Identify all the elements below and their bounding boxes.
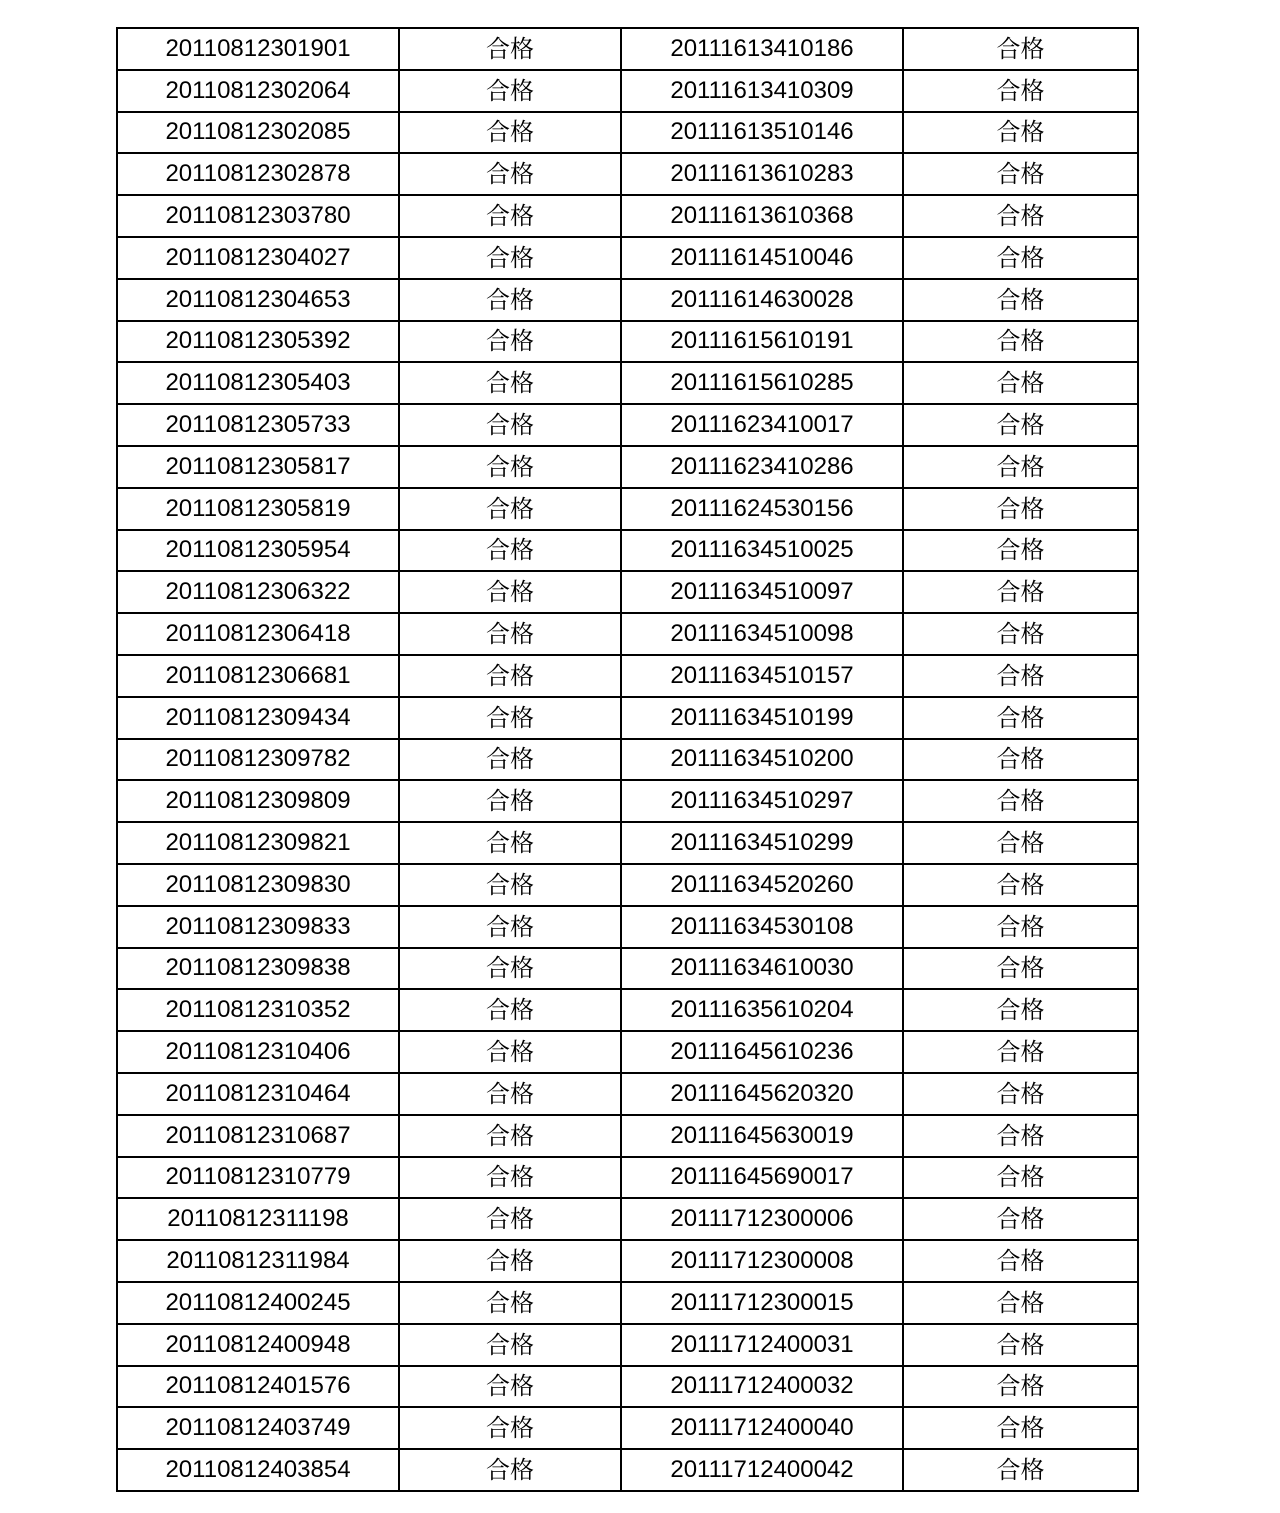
result-status-cell: 合格 (903, 70, 1138, 112)
result-status-cell: 合格 (399, 530, 621, 572)
result-status-cell: 合格 (903, 1449, 1138, 1491)
table-row (117, 362, 1138, 404)
result-status-cell: 合格 (903, 530, 1138, 572)
candidate-id-cell: 20110812310406 (117, 1031, 399, 1073)
candidate-id-cell: 20111712300015 (621, 1282, 903, 1324)
result-status-cell: 合格 (399, 1198, 621, 1240)
candidate-id-cell: 20110812305954 (117, 530, 399, 572)
table-row (117, 153, 1138, 195)
result-status-cell: 合格 (399, 1073, 621, 1115)
result-status-cell: 合格 (903, 655, 1138, 697)
candidate-id-cell: 20110812403854 (117, 1449, 399, 1491)
table-row (117, 70, 1138, 112)
candidate-id-cell: 20111613610283 (621, 153, 903, 195)
candidate-id-cell: 20110812310687 (117, 1115, 399, 1157)
candidate-id-cell: 20111613410186 (621, 28, 903, 70)
result-status-cell: 合格 (399, 1115, 621, 1157)
table-row (117, 446, 1138, 488)
result-status-cell: 合格 (399, 112, 621, 154)
result-status-cell: 合格 (399, 906, 621, 948)
table-row (117, 1198, 1138, 1240)
result-status-cell: 合格 (903, 780, 1138, 822)
result-status-cell: 合格 (903, 906, 1138, 948)
candidate-id-cell: 20110812403749 (117, 1407, 399, 1449)
candidate-id-cell: 20110812310352 (117, 989, 399, 1031)
candidate-id-cell: 20111712400031 (621, 1324, 903, 1366)
result-status-cell: 合格 (903, 1324, 1138, 1366)
result-status-cell: 合格 (903, 1198, 1138, 1240)
candidate-id-cell: 20110812305392 (117, 321, 399, 363)
result-status-cell: 合格 (903, 1366, 1138, 1408)
candidate-id-cell: 20111634510097 (621, 571, 903, 613)
candidate-id-cell: 20111712400040 (621, 1407, 903, 1449)
table-row (117, 321, 1138, 363)
table-row (117, 1324, 1138, 1366)
result-status-cell: 合格 (399, 1282, 621, 1324)
table-row (117, 195, 1138, 237)
candidate-id-cell: 20110812304653 (117, 279, 399, 321)
result-status-cell: 合格 (903, 279, 1138, 321)
result-status-cell: 合格 (903, 739, 1138, 781)
result-status-cell: 合格 (903, 1031, 1138, 1073)
result-status-cell: 合格 (903, 153, 1138, 195)
candidate-id-cell: 20111645610236 (621, 1031, 903, 1073)
result-status-cell: 合格 (399, 655, 621, 697)
result-status-cell: 合格 (399, 697, 621, 739)
candidate-id-cell: 20110812309830 (117, 864, 399, 906)
candidate-id-cell: 20110812306322 (117, 571, 399, 613)
result-status-cell: 合格 (399, 153, 621, 195)
table-row (117, 697, 1138, 739)
result-status-cell: 合格 (903, 1282, 1138, 1324)
candidate-id-cell: 20110812306681 (117, 655, 399, 697)
candidate-id-cell: 20110812309833 (117, 906, 399, 948)
candidate-id-cell: 20111634510200 (621, 739, 903, 781)
result-status-cell: 合格 (399, 1157, 621, 1199)
results-table-body (117, 28, 1138, 1491)
result-status-cell: 合格 (399, 279, 621, 321)
candidate-id-cell: 20110812306418 (117, 613, 399, 655)
result-status-cell: 合格 (903, 613, 1138, 655)
table-row (117, 613, 1138, 655)
table-row (117, 864, 1138, 906)
result-status-cell: 合格 (903, 1240, 1138, 1282)
result-status-cell: 合格 (903, 28, 1138, 70)
result-status-cell: 合格 (903, 1157, 1138, 1199)
table-row (117, 989, 1138, 1031)
table-row (117, 237, 1138, 279)
candidate-id-cell: 20111614510046 (621, 237, 903, 279)
candidate-id-cell: 20110812301901 (117, 28, 399, 70)
candidate-id-cell: 20110812311984 (117, 1240, 399, 1282)
result-status-cell: 合格 (399, 822, 621, 864)
candidate-id-cell: 20110812310464 (117, 1073, 399, 1115)
candidate-id-cell: 20111634510025 (621, 530, 903, 572)
candidate-id-cell: 20111634510098 (621, 613, 903, 655)
candidate-id-cell: 20110812304027 (117, 237, 399, 279)
result-status-cell: 合格 (399, 1031, 621, 1073)
result-status-cell: 合格 (903, 404, 1138, 446)
table-row (117, 1157, 1138, 1199)
result-status-cell: 合格 (399, 571, 621, 613)
table-row (117, 28, 1138, 70)
result-status-cell: 合格 (399, 1324, 621, 1366)
candidate-id-cell: 20110812305403 (117, 362, 399, 404)
candidate-id-cell: 20111634610030 (621, 948, 903, 990)
result-status-cell: 合格 (903, 1073, 1138, 1115)
candidate-id-cell: 20111712300006 (621, 1198, 903, 1240)
candidate-id-cell: 20110812309434 (117, 697, 399, 739)
table-row (117, 1031, 1138, 1073)
result-status-cell: 合格 (903, 237, 1138, 279)
table-row (117, 906, 1138, 948)
candidate-id-cell: 20110812303780 (117, 195, 399, 237)
candidate-id-cell: 20111613510146 (621, 112, 903, 154)
result-status-cell: 合格 (903, 112, 1138, 154)
candidate-id-cell: 20111624530156 (621, 488, 903, 530)
candidate-id-cell: 20111615610285 (621, 362, 903, 404)
table-row (117, 1407, 1138, 1449)
result-status-cell: 合格 (903, 488, 1138, 530)
candidate-id-cell: 20110812302878 (117, 153, 399, 195)
candidate-id-cell: 20110812305817 (117, 446, 399, 488)
candidate-id-cell: 20110812400948 (117, 1324, 399, 1366)
table-row (117, 530, 1138, 572)
table-row (117, 739, 1138, 781)
result-status-cell: 合格 (903, 362, 1138, 404)
candidate-id-cell: 20110812309821 (117, 822, 399, 864)
candidate-id-cell: 20111615610191 (621, 321, 903, 363)
table-row (117, 571, 1138, 613)
table-row (117, 488, 1138, 530)
table-row (117, 1282, 1138, 1324)
table-row (117, 780, 1138, 822)
table-row (117, 1449, 1138, 1491)
result-status-cell: 合格 (903, 1407, 1138, 1449)
result-status-cell: 合格 (903, 948, 1138, 990)
result-status-cell: 合格 (399, 1407, 621, 1449)
result-status-cell: 合格 (903, 195, 1138, 237)
candidate-id-cell: 20110812311198 (117, 1198, 399, 1240)
result-status-cell: 合格 (399, 948, 621, 990)
candidate-id-cell: 20111712400042 (621, 1449, 903, 1491)
result-status-cell: 合格 (399, 404, 621, 446)
result-status-cell: 合格 (399, 488, 621, 530)
candidate-id-cell: 20111712400032 (621, 1366, 903, 1408)
table-row (117, 948, 1138, 990)
result-status-cell: 合格 (399, 70, 621, 112)
result-status-cell: 合格 (399, 321, 621, 363)
result-status-cell: 合格 (903, 822, 1138, 864)
candidate-id-cell: 20111634510157 (621, 655, 903, 697)
candidate-id-cell: 20110812305819 (117, 488, 399, 530)
candidate-id-cell: 20111712300008 (621, 1240, 903, 1282)
result-status-cell: 合格 (399, 739, 621, 781)
candidate-id-cell: 20110812305733 (117, 404, 399, 446)
table-row (117, 1115, 1138, 1157)
table-row (117, 1366, 1138, 1408)
candidate-id-cell: 20111645630019 (621, 1115, 903, 1157)
candidate-id-cell: 20111634510297 (621, 780, 903, 822)
candidate-id-cell: 20111614630028 (621, 279, 903, 321)
result-status-cell: 合格 (903, 321, 1138, 363)
table-row (117, 655, 1138, 697)
result-status-cell: 合格 (399, 237, 621, 279)
candidate-id-cell: 20111645690017 (621, 1157, 903, 1199)
table-row (117, 112, 1138, 154)
candidate-id-cell: 20110812400245 (117, 1282, 399, 1324)
candidate-id-cell: 20111613410309 (621, 70, 903, 112)
table-row (117, 1240, 1138, 1282)
candidate-id-cell: 20110812401576 (117, 1366, 399, 1408)
candidate-id-cell: 20110812309782 (117, 739, 399, 781)
result-status-cell: 合格 (399, 1366, 621, 1408)
result-status-cell: 合格 (399, 613, 621, 655)
results-table (116, 27, 1139, 1492)
candidate-id-cell: 20111623410017 (621, 404, 903, 446)
candidate-id-cell: 20111623410286 (621, 446, 903, 488)
candidate-id-cell: 20110812302064 (117, 70, 399, 112)
candidate-id-cell: 20111634520260 (621, 864, 903, 906)
candidate-id-cell: 20111634510299 (621, 822, 903, 864)
candidate-id-cell: 20110812309809 (117, 780, 399, 822)
candidate-id-cell: 20111634510199 (621, 697, 903, 739)
result-status-cell: 合格 (903, 446, 1138, 488)
candidate-id-cell: 20111645620320 (621, 1073, 903, 1115)
result-status-cell: 合格 (399, 362, 621, 404)
candidate-id-cell: 20111634530108 (621, 906, 903, 948)
result-status-cell: 合格 (399, 195, 621, 237)
result-status-cell: 合格 (399, 1449, 621, 1491)
candidate-id-cell: 20110812309838 (117, 948, 399, 990)
result-status-cell: 合格 (903, 1115, 1138, 1157)
candidate-id-cell: 20110812302085 (117, 112, 399, 154)
result-status-cell: 合格 (903, 864, 1138, 906)
result-status-cell: 合格 (399, 864, 621, 906)
result-status-cell: 合格 (399, 780, 621, 822)
table-row (117, 404, 1138, 446)
result-status-cell: 合格 (399, 989, 621, 1031)
candidate-id-cell: 20110812310779 (117, 1157, 399, 1199)
candidate-id-cell: 20111635610204 (621, 989, 903, 1031)
result-status-cell: 合格 (399, 1240, 621, 1282)
result-status-cell: 合格 (903, 571, 1138, 613)
candidate-id-cell: 20111613610368 (621, 195, 903, 237)
result-status-cell: 合格 (903, 989, 1138, 1031)
table-row (117, 279, 1138, 321)
result-status-cell: 合格 (399, 446, 621, 488)
result-status-cell: 合格 (399, 28, 621, 70)
table-row (117, 822, 1138, 864)
result-status-cell: 合格 (903, 697, 1138, 739)
table-row (117, 1073, 1138, 1115)
